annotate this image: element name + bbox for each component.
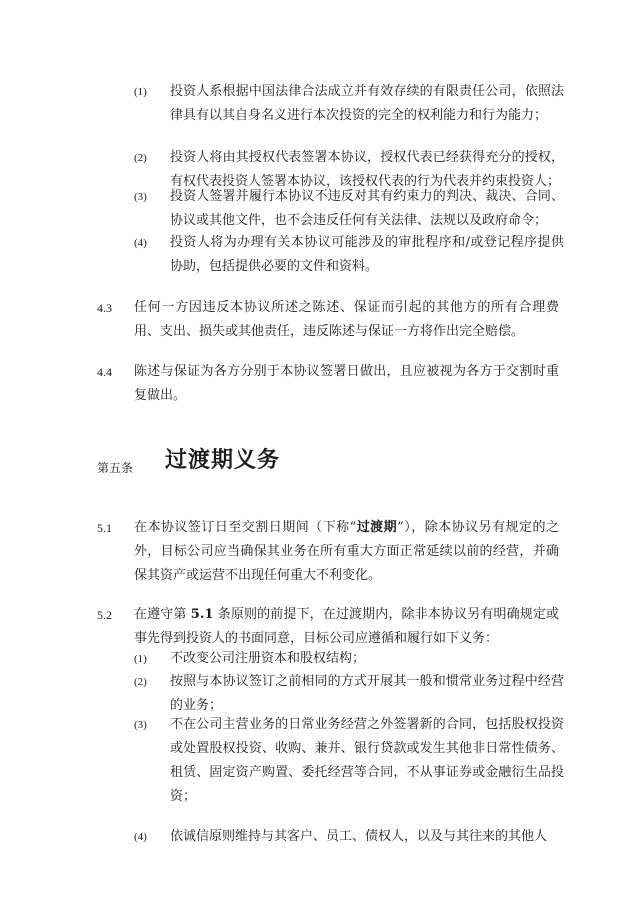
item-number: (2): [134, 676, 147, 688]
clause-5-1: [97, 516, 567, 588]
item-text: 投资人将为办理有关本协议可能涉及的审批程序和/或登记程序提供协助，包括提供必要的文件和资料。: [170, 235, 564, 274]
item-number: (1): [134, 653, 147, 665]
item-number: (4): [134, 237, 147, 249]
list-item: [134, 231, 564, 279]
clause-5-2: [97, 603, 567, 651]
item-number: (2): [134, 152, 147, 164]
clause-number: 5.1: [97, 521, 112, 535]
list-item: [134, 670, 564, 718]
item-text: 按照与本协议签订之前相同的方式开展其一般和惯常业务过程中经营的业务；: [170, 674, 564, 713]
list-item: [134, 185, 564, 233]
clause-text-part: ”），除本协议另有规定的之外，目标公司应当确保其业务在所有重大方面正常延续以前的经营，并确保其资产或运营不出现任何重大不利变化。: [134, 520, 559, 583]
item-text: 依诚信原则维持与其客户、员工、债权人，以及与其往来的其他人: [170, 829, 548, 844]
clause-text-part: 在遵守第: [134, 607, 191, 622]
article-number: 第五条: [97, 461, 134, 475]
clause-number: 5.2: [97, 608, 112, 622]
article-title: 过渡期义务: [165, 447, 281, 473]
item-number: (3): [134, 719, 147, 731]
clause-text-part: 在本协议签订日至交割日期间（下称“: [134, 520, 357, 535]
clause-number: 4.4: [97, 365, 112, 379]
list-item: [134, 647, 564, 671]
list-item: [134, 825, 564, 849]
clause-4-3: [97, 296, 567, 344]
item-text: 不改变公司注册资本和股权结构；: [170, 651, 366, 666]
list-item: [134, 713, 564, 809]
item-text: 投资人签署并履行本协议不违反对其有约束力的判决、裁决、合同、协议或其他文件，也不会违反任何有关法律、法规以及政府命令；: [170, 189, 564, 228]
list-item: [134, 80, 564, 128]
clause-text: [134, 603, 559, 651]
clause-text: 任何一方因违反本协议所述之陈述、保证而引起的其他方的所有合理费用、支出、损失或其他责任，违反陈述与保证一方将作出完全赔偿。: [134, 300, 559, 339]
clause-text: 陈述与保证为各方分别于本协议签署日做出，且应被视为各方于交割时重复做出。: [134, 364, 559, 403]
item-number: (4): [134, 831, 147, 843]
item-number: (3): [134, 191, 147, 203]
clause-reference: 5.1: [190, 607, 214, 622]
item-number: (1): [134, 86, 147, 98]
clause-4-4: [97, 360, 567, 408]
item-text: 投资人系根据中国法律合法成立并有效存续的有限责任公司，依照法律具有以其自身名义进行本次投资的完全的权利能力和行为能力；: [170, 84, 564, 123]
item-text: 不在公司主营业务的日常业务经营之外签署新的合同，包括股权投资或处置股权投资、收购、兼并、银行贷款或发生其他非日常性债务、租赁、固定资产购置、委托经营等合同，不从事证券或金融衍生品投资；: [170, 717, 564, 804]
clause-text-part: 条原则的前提下，在过渡期内，除非本协议另有明确规定或事先得到投资人的书面同意，目标公司应遵循和履行如下义务：: [134, 607, 559, 646]
clause-number: 4.3: [97, 301, 112, 315]
clause-text: [134, 516, 559, 588]
item-text: 投资人将由其授权代表签署本协议，授权代表已经获得充分的授权，有权代表投资人签署本协议，该授权代表的行为代表并约束投资人；: [170, 150, 564, 189]
defined-term: 过渡期: [356, 520, 398, 535]
